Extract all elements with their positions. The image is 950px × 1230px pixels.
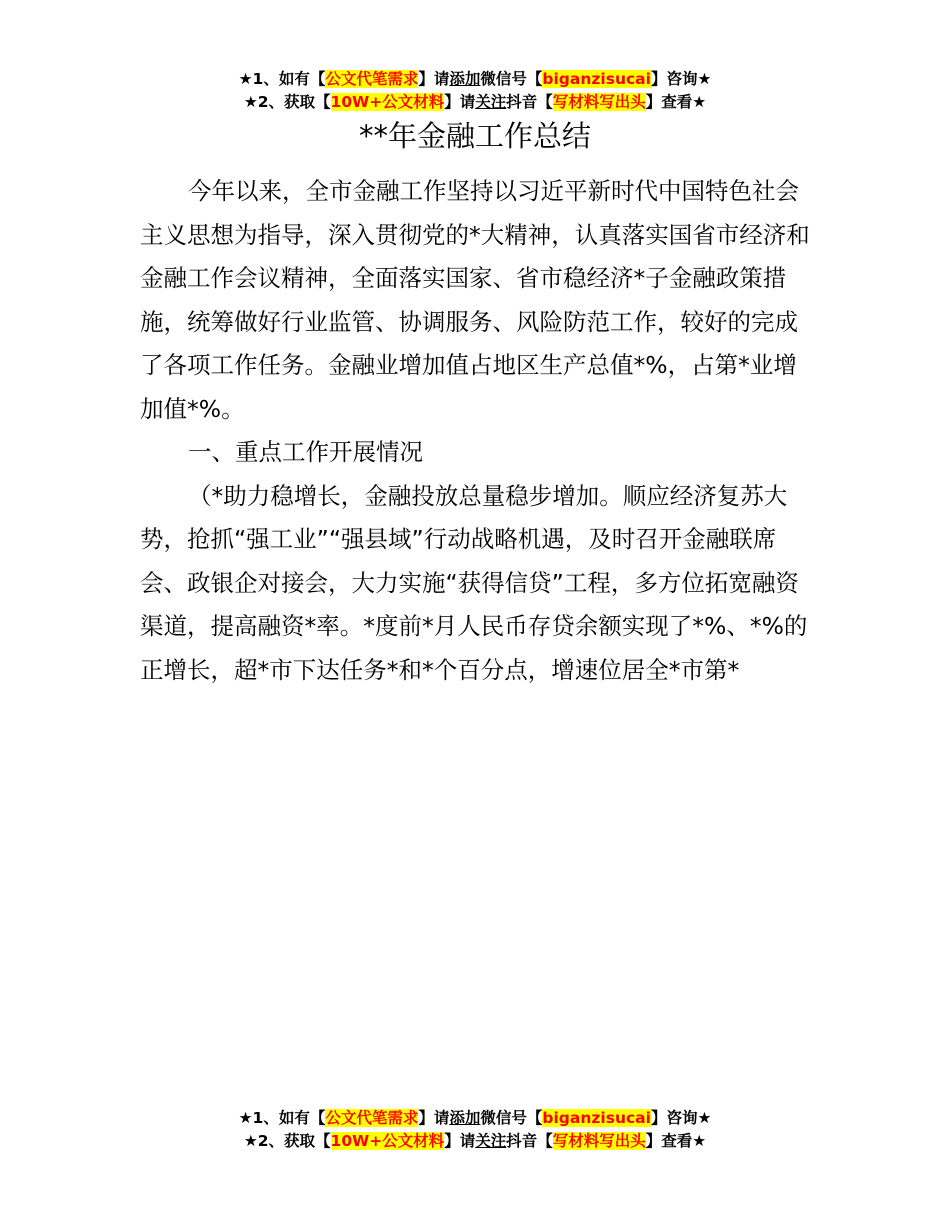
promo-douyin-id: 写材料写出头 — [552, 93, 646, 111]
document-title: **年金融工作总结 — [358, 119, 591, 153]
promo-text: ★1、如有【 — [238, 70, 326, 88]
promo-douyin-id: 写材料写出头 — [552, 1132, 646, 1150]
promo-underline: 添加 — [449, 1109, 481, 1127]
promo-text: 抖音【 — [506, 93, 553, 111]
promo-banner-top — [0, 68, 950, 114]
promo-wechat-id: biganzisucai — [542, 70, 651, 88]
promo-text: 】请 — [444, 93, 476, 111]
promo-underline: 关注 — [475, 1132, 507, 1150]
promo-highlight: 公文代笔需求 — [325, 1109, 419, 1127]
document-body — [140, 170, 812, 692]
paragraph-intro: 今年以来，全市金融工作坚持以习近平新时代中国特色社会主义思想为指导，深入贯彻党的*大精神，认真落实国省市经济和金融工作会议精神，全面落实国家、省市稳经济*子金融政策措施，统筹做好行业监管、协调服务、风险防范工作，较好的完成了各项工作任务。金融业增加值占地区生产总值*%，占第*业增加值*%。 — [140, 177, 810, 423]
promo-highlight: 公文代笔需求 — [325, 70, 419, 88]
promo-highlight: 10W+公文材料 — [330, 93, 445, 111]
promo-text: 】请 — [418, 70, 450, 88]
promo-text: 】查看★ — [645, 1132, 707, 1150]
promo-line-2 — [0, 91, 950, 114]
promo-text: ★2、获取【 — [243, 93, 331, 111]
promo-text: 】请 — [418, 1109, 450, 1127]
promo-text: 微信号【 — [480, 70, 543, 88]
section-heading: 一、重点工作开展情况 — [188, 438, 423, 466]
promo-banner-bottom — [0, 1107, 950, 1153]
promo-text: ★1、如有【 — [238, 1109, 326, 1127]
promo-text: ★2、获取【 — [243, 1132, 331, 1150]
promo-text: 】咨询★ — [650, 70, 712, 88]
promo-line-1 — [0, 68, 950, 91]
promo-underline: 关注 — [475, 93, 507, 111]
promo-highlight: 10W+公文材料 — [330, 1132, 445, 1150]
promo-underline: 添加 — [449, 70, 481, 88]
paragraph-item-1: （*助力稳增长，金融投放总量稳步增加。顺应经济复苏大势，抢抓“强工业”“强县域”行动战略机遇，及时召开金融联席会、政银企对接会，大力实施“获得信贷”工程，多方位拓宽融资渠道，提高融资*率。*度前*月人民币存贷余额实现了*%、*%的正增长，超*市下达任务*和*个百分点，增速位居全*市第* — [140, 481, 808, 684]
promo-line-2 — [0, 1130, 950, 1153]
promo-text: 】咨询★ — [650, 1109, 712, 1127]
promo-line-1 — [0, 1107, 950, 1130]
promo-text: 】请 — [444, 1132, 476, 1150]
promo-text: 微信号【 — [480, 1109, 543, 1127]
promo-text: 抖音【 — [506, 1132, 553, 1150]
promo-wechat-id: biganzisucai — [542, 1109, 651, 1127]
promo-text: 】查看★ — [645, 93, 707, 111]
